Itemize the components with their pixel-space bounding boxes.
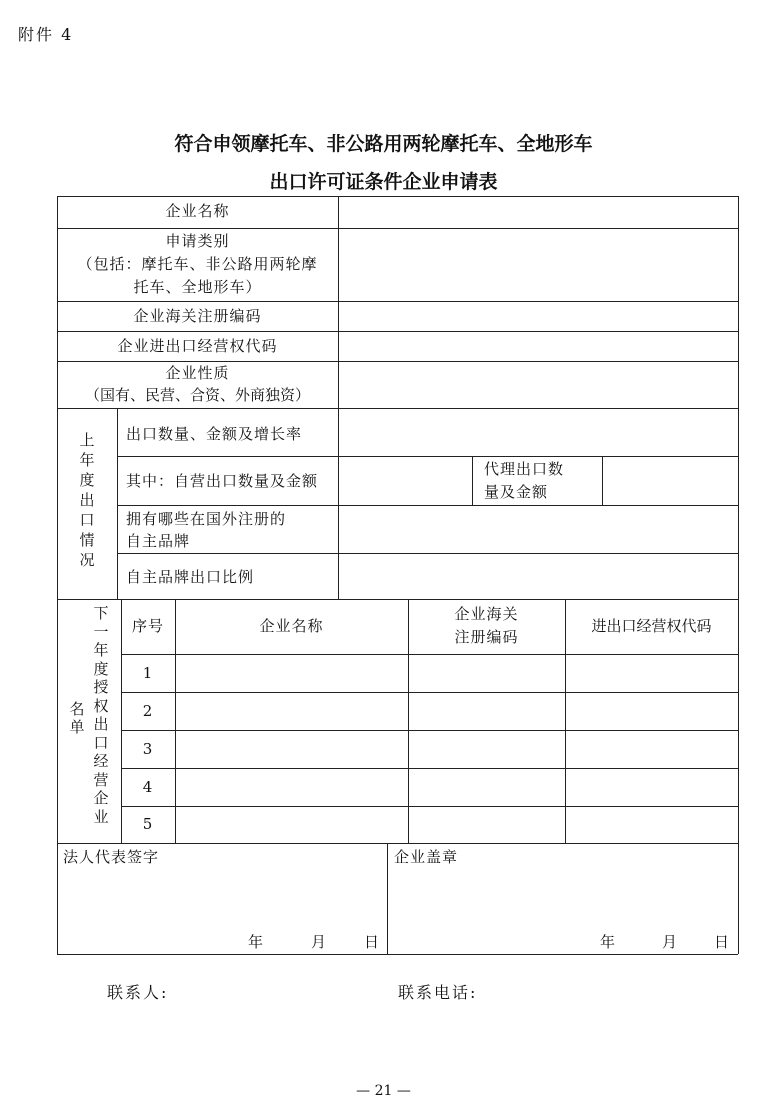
row-line [117,456,738,457]
label-company-nature-detail: （国有、民营、合资、外商独资） [84,386,310,404]
row-number: 2 [142,702,154,720]
label-company-seal: 企业盖章 [394,848,459,866]
col-line [387,843,388,954]
date-month: 月 [311,933,328,951]
col-line [602,456,603,505]
table-top-border [57,196,738,197]
attachment-label: 附件 4 [18,25,74,44]
page-number: — 21 — [356,1083,411,1099]
label-apply-category: 申请类别 [165,232,230,250]
label-agent-export: 代理出口数 [484,460,565,478]
label-contact-phone: 联系电话: [398,983,478,1002]
row-line [117,553,738,554]
label-agent-export-2: 量及金额 [484,483,549,501]
row-line [117,505,738,506]
row-number: 5 [142,815,154,833]
table-right-border [738,196,739,954]
table-bottom-border [57,954,738,955]
row-line [57,331,738,332]
label-apply-category-detail-2: 托车、全地形车） [133,278,262,296]
date-day: 日 [714,933,731,951]
label-brands: 拥有哪些在国外注册的 [126,510,287,528]
form-title-line1: 符合申领摩托车、非公路用两轮摩托车、全地形车 [174,133,593,155]
header-customs-2: 注册编码 [454,628,519,646]
row-line [57,408,738,409]
label-brand-ratio: 自主品牌出口比例 [126,568,255,586]
date-year: 年 [600,933,617,951]
label-export-qty: 出口数量、金额及增长率 [126,425,303,443]
date-month: 月 [662,933,679,951]
col-line [117,408,118,599]
header-company-name: 企业名称 [259,617,324,635]
row-line [57,228,738,229]
header-trade-code: 进出口经营权代码 [591,617,712,635]
label-brands-2: 自主品牌 [126,532,191,550]
label-last-year-exports: 上年度出口情况 [79,431,95,569]
row-line [121,806,738,807]
row-line [121,654,738,655]
row-number: 4 [142,778,154,796]
header-seq: 序号 [131,617,164,635]
row-line [121,692,738,693]
col-line [338,196,339,599]
row-line [57,843,738,844]
row-line [57,301,738,302]
form-title-line2: 出口许可证条件企业申请表 [269,171,498,193]
label-contact-person: 联系人: [107,983,169,1002]
row-line [57,361,738,362]
row-line [57,599,738,600]
label-company-name: 企业名称 [165,202,230,220]
label-trade-right-code: 企业进出口经营权代码 [117,337,278,355]
header-customs: 企业海关 [454,605,519,623]
row-number: 3 [142,740,154,758]
label-apply-category-detail: （包括：摩托车、非公路用两轮摩 [77,255,318,273]
label-self-export: 其中：自营出口数量及金额 [126,472,319,490]
label-next-year-authorized: 下一年度授权出口经营企业 [93,604,109,826]
label-company-nature: 企业性质 [165,364,230,382]
row-line [121,730,738,731]
row-line [121,768,738,769]
col-line [472,456,473,505]
row-number: 1 [142,664,154,682]
label-legal-rep-signature: 法人代表签字 [63,848,160,866]
date-day: 日 [364,933,381,951]
label-customs-code: 企业海关注册编码 [133,307,262,325]
date-year: 年 [248,933,265,951]
label-list: 名单 [69,700,85,736]
